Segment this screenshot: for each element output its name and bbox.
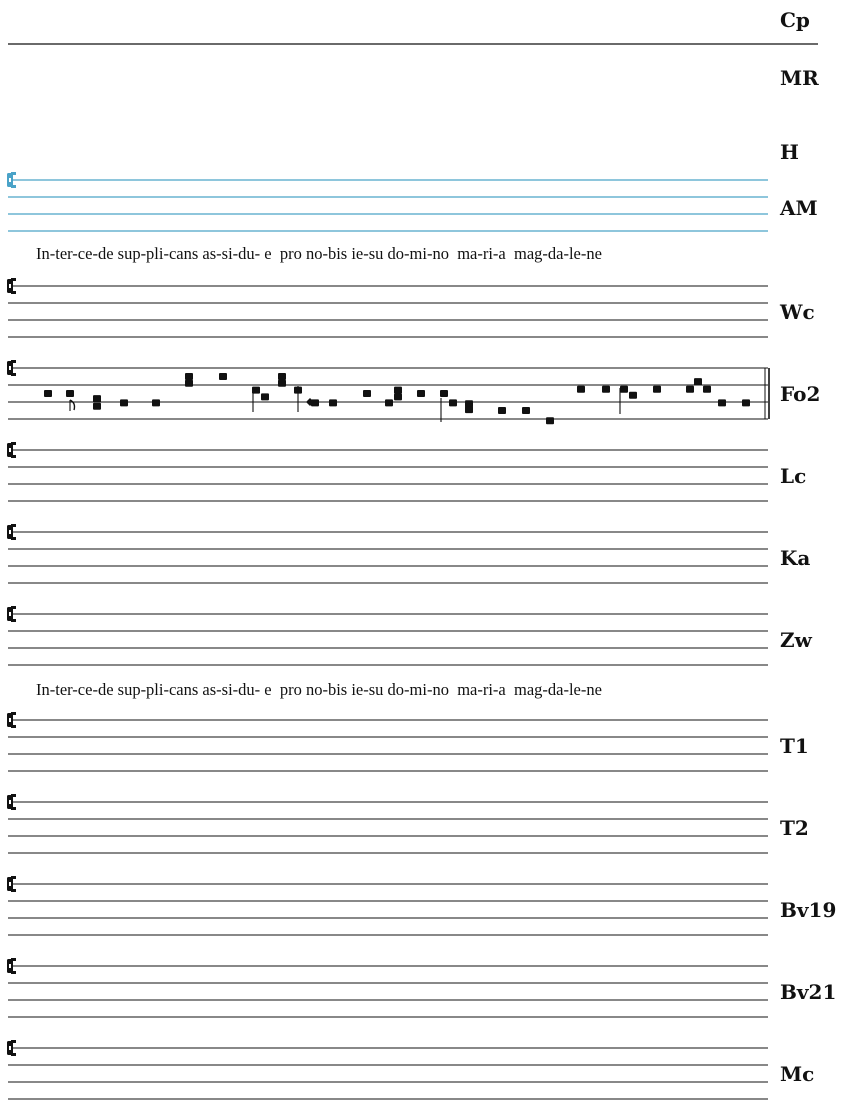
neume-note [185,380,193,387]
clef-hook-top [11,524,16,527]
clef-hook-top [11,442,16,445]
neume-note [278,380,286,387]
staff-wc [8,286,768,337]
clef-hook-top [11,172,16,175]
neume-note [44,390,52,397]
siglum-mc[interactable]: Mc [780,1062,815,1086]
neume-note [417,390,425,397]
clef-hook-bottom [11,889,16,892]
clef-hook-bottom [11,455,16,458]
clef-hook-bottom [11,807,16,810]
siglum-cp[interactable]: Cp [780,8,810,32]
lyrics-line: In-ter-ce-de sup-pli-cans as-si-du- e pro no-bis ie-su do-mi-no ma-ri-a mag-da-le-ne [36,680,602,699]
neume-note [440,390,448,397]
clef-hook-top [11,360,16,363]
neume-note [546,417,554,424]
neume-note [703,386,711,393]
neume-note [742,399,750,406]
neume-note [629,392,637,399]
clef-hook-bottom [11,619,16,622]
staff-t2 [8,802,768,853]
neume-note [394,393,402,400]
clef-notch [9,178,11,182]
clef-hook-bottom [11,185,16,188]
siglum-wc[interactable]: Wc [780,300,815,324]
neume-note [694,378,702,385]
siglum-mr[interactable]: MR [780,66,819,90]
clef-notch [9,882,11,886]
clef-notch [9,284,11,288]
neume-note [93,403,101,410]
neume-note [261,393,269,400]
staff-ka [8,532,768,583]
siglum-bv19[interactable]: Bv19 [780,898,837,922]
neume-note [449,399,457,406]
siglum-am[interactable]: AM [780,196,818,220]
clef-notch [9,800,11,804]
siglum-t2[interactable]: T2 [780,816,809,840]
neume-note [522,407,530,414]
clef-hook-top [11,876,16,879]
clef-hook-bottom [11,373,16,376]
clef-hook-top [11,958,16,961]
neume-note [185,373,193,380]
clef-hook-top [11,794,16,797]
siglum-ka[interactable]: Ka [780,546,811,570]
siglum-t1[interactable]: T1 [780,734,809,758]
staff-bv21 [8,966,768,1017]
neume-note [602,386,610,393]
siglum-bv21[interactable]: Bv21 [780,980,837,1004]
neume-note [718,399,726,406]
neume-note [385,399,393,406]
siglum-lc[interactable]: Lc [780,464,807,488]
clef-hook-bottom [11,971,16,974]
fo2-neumes [44,368,769,424]
clef-notch [9,530,11,534]
neume-note [329,399,337,406]
neume-note [394,387,402,394]
clef-hook-top [11,1040,16,1043]
neume-note [498,407,506,414]
clef-notch [9,964,11,968]
neume-note [686,386,694,393]
clef-notch [9,612,11,616]
clef-notch [9,718,11,722]
neume-note [577,386,585,393]
neume-note [93,395,101,402]
clef-hook-top [11,278,16,281]
neume-note [152,399,160,406]
clef-hook-bottom [11,725,16,728]
clef-notch [9,366,11,370]
clef-hook-bottom [11,1053,16,1056]
neume-note [620,386,628,393]
siglum-h[interactable]: H [780,140,799,164]
staff-lc [8,450,768,501]
neume-note [363,390,371,397]
staff-zw [8,614,768,665]
clef-notch [9,448,11,452]
staff-bv19 [8,884,768,935]
neume-note [120,399,128,406]
neume-note [66,390,74,397]
siglum-fo2[interactable]: Fo2 [780,382,821,406]
siglum-zw[interactable]: Zw [780,628,812,652]
clef-hook-bottom [11,291,16,294]
staff-fo2 [8,368,768,419]
clef-hook-top [11,712,16,715]
clef-hook-top [11,606,16,609]
clef-notch [9,1046,11,1050]
neume-note [278,373,286,380]
clef-hook-bottom [11,537,16,540]
neume-note [219,373,227,380]
staff-am [8,180,768,231]
lyrics-line: In-ter-ce-de sup-pli-cans as-si-du- e pro no-bis ie-su do-mi-no ma-ri-a mag-da-le-ne [36,244,602,263]
staff-mc [8,1048,768,1099]
staff-t1 [8,720,768,771]
neume-note [653,386,661,393]
neume-note [465,406,473,413]
